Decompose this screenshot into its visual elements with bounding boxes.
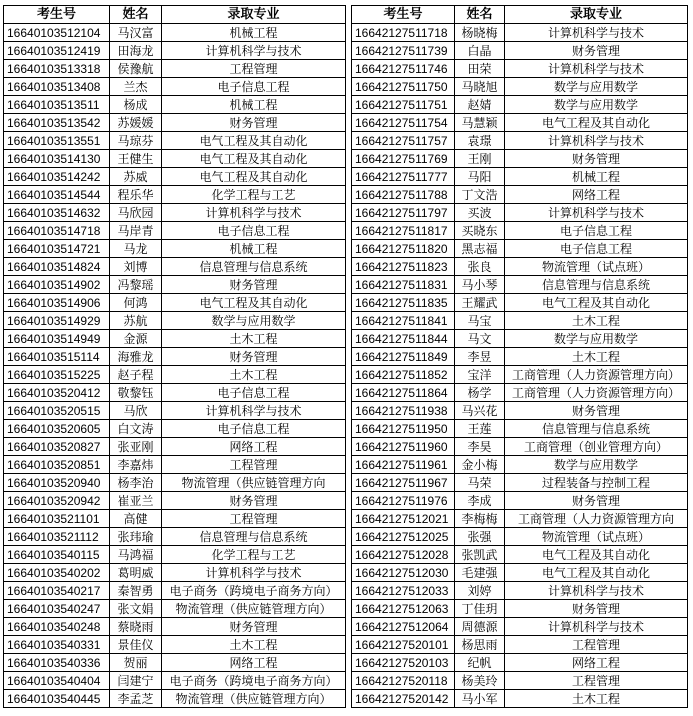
student-name-left: 马汉富: [110, 24, 162, 42]
student-id-right: 16642127511841: [352, 312, 455, 330]
student-id-left: 16640103540404: [4, 672, 110, 690]
student-name-left: 白文涛: [110, 420, 162, 438]
student-id-left: 16640103514718: [4, 222, 110, 240]
student-id-left: 16640103514906: [4, 294, 110, 312]
student-id-left: 16640103514632: [4, 204, 110, 222]
admitted-major-right: 土木工程: [505, 690, 688, 708]
student-name-right: 马宝: [455, 312, 505, 330]
student-name-left: 赵子程: [110, 366, 162, 384]
student-name-left: 马欣园: [110, 204, 162, 222]
student-id-right: 16642127511820: [352, 240, 455, 258]
admitted-major-left: 计算机科学与技术: [162, 42, 346, 60]
table-row: [4, 294, 688, 312]
admitted-major-left: 土木工程: [162, 636, 346, 654]
table-row: [4, 168, 688, 186]
student-id-left: 16640103520412: [4, 384, 110, 402]
student-id-left: 16640103521101: [4, 510, 110, 528]
table-row: [4, 438, 688, 456]
student-id-left: 16640103540202: [4, 564, 110, 582]
admitted-major-left: 电子信息工程: [162, 420, 346, 438]
table-row: [4, 528, 688, 546]
student-name-right: 王耀武: [455, 294, 505, 312]
admitted-major-left: 计算机科学与技术: [162, 402, 346, 420]
student-id-left: 16640103513551: [4, 132, 110, 150]
table-row: [4, 312, 688, 330]
admitted-major-right: 工商管理（人力资源管理方向）: [505, 384, 688, 402]
table-row: [4, 582, 688, 600]
admitted-major-right: 数学与应用数学: [505, 330, 688, 348]
student-id-left: 16640103520605: [4, 420, 110, 438]
student-id-left: 16640103514824: [4, 258, 110, 276]
admitted-major-right: 财务管理: [505, 492, 688, 510]
student-name-right: 张良: [455, 258, 505, 276]
student-id-left: 16640103540248: [4, 618, 110, 636]
student-name-left: 苏媛媛: [110, 114, 162, 132]
student-name-right: 赵婧: [455, 96, 505, 114]
student-id-left: 16640103520515: [4, 402, 110, 420]
admitted-major-left: 电气工程及其自动化: [162, 132, 346, 150]
admitted-major-right: 工商管理（创业管理方向）: [505, 438, 688, 456]
admitted-major-right: 财务管理: [505, 42, 688, 60]
student-name-right: 杨学: [455, 384, 505, 402]
student-name-left: 金源: [110, 330, 162, 348]
student-name-right: 杨思雨: [455, 636, 505, 654]
student-id-right: 16642127511769: [352, 150, 455, 168]
admitted-major-right: 电子信息工程: [505, 222, 688, 240]
student-name-left: 秦智勇: [110, 582, 162, 600]
header-major-left: 录取专业: [162, 6, 346, 24]
admitted-major-right: 计算机科学与技术: [505, 24, 688, 42]
student-name-left: 葛明威: [110, 564, 162, 582]
student-name-left: 张玮瑜: [110, 528, 162, 546]
admitted-major-right: 过程装备与控制工程: [505, 474, 688, 492]
admitted-major-left: 工程管理: [162, 456, 346, 474]
table-row: [4, 402, 688, 420]
admitted-major-left: 化学工程与工艺: [162, 186, 346, 204]
student-id-right: 16642127511718: [352, 24, 455, 42]
student-name-right: 丁文浩: [455, 186, 505, 204]
student-id-left: 16640103520942: [4, 492, 110, 510]
student-id-left: 16640103513542: [4, 114, 110, 132]
table-row: [4, 96, 688, 114]
admitted-major-right: 物流管理（试点班）: [505, 528, 688, 546]
table-row: [4, 366, 688, 384]
table-row: [4, 384, 688, 402]
student-id-left: 16640103514242: [4, 168, 110, 186]
admitted-major-left: 网络工程: [162, 654, 346, 672]
table-row: [4, 420, 688, 438]
student-name-right: 买波: [455, 204, 505, 222]
admitted-major-left: 化学工程与工艺: [162, 546, 346, 564]
student-name-left: 闫建宁: [110, 672, 162, 690]
table-row: [4, 618, 688, 636]
table-row: [4, 114, 688, 132]
student-id-right: 16642127520118: [352, 672, 455, 690]
admitted-major-left: 计算机科学与技术: [162, 204, 346, 222]
table-row: [4, 276, 688, 294]
student-name-left: 杨李治: [110, 474, 162, 492]
student-id-left: 16640103512104: [4, 24, 110, 42]
student-id-right: 16642127511849: [352, 348, 455, 366]
admitted-major-right: 财务管理: [505, 600, 688, 618]
student-name-left: 马岸青: [110, 222, 162, 240]
student-name-left: 高健: [110, 510, 162, 528]
student-name-left: 马龙: [110, 240, 162, 258]
table-row: [4, 510, 688, 528]
student-id-left: 16640103515225: [4, 366, 110, 384]
student-name-right: 马小琴: [455, 276, 505, 294]
student-id-right: 16642127511817: [352, 222, 455, 240]
student-name-right: 杨美玲: [455, 672, 505, 690]
table-row: [4, 42, 688, 60]
student-id-left: 16640103514544: [4, 186, 110, 204]
admitted-major-left: 电气工程及其自动化: [162, 168, 346, 186]
admitted-major-right: 信息管理与信息系统: [505, 420, 688, 438]
admitted-major-left: 网络工程: [162, 438, 346, 456]
student-name-left: 侯豫航: [110, 60, 162, 78]
admitted-major-right: 网络工程: [505, 186, 688, 204]
table-row: [4, 654, 688, 672]
student-name-right: 马荣: [455, 474, 505, 492]
student-id-right: 16642127512030: [352, 564, 455, 582]
student-name-right: 王刚: [455, 150, 505, 168]
table-row: [4, 132, 688, 150]
student-name-left: 刘博: [110, 258, 162, 276]
admitted-major-left: 电气工程及其自动化: [162, 150, 346, 168]
admitted-major-right: 电气工程及其自动化: [505, 114, 688, 132]
student-name-right: 纪帆: [455, 654, 505, 672]
admitted-major-left: 工程管理: [162, 60, 346, 78]
student-name-left: 李嘉炜: [110, 456, 162, 474]
student-id-left: 16640103513511: [4, 96, 110, 114]
student-name-left: 张文娟: [110, 600, 162, 618]
student-name-right: 李梅梅: [455, 510, 505, 528]
student-id-left: 16640103514949: [4, 330, 110, 348]
student-name-right: 杨晓梅: [455, 24, 505, 42]
student-name-left: 马鸿福: [110, 546, 162, 564]
admitted-major-right: 电气工程及其自动化: [505, 564, 688, 582]
admitted-major-left: 机械工程: [162, 240, 346, 258]
table-row: [4, 204, 688, 222]
table-row: [4, 24, 688, 42]
admitted-major-left: 电子信息工程: [162, 222, 346, 240]
student-id-right: 16642127512025: [352, 528, 455, 546]
admitted-major-right: 财务管理: [505, 402, 688, 420]
admitted-major-left: 工程管理: [162, 510, 346, 528]
table-row: [4, 348, 688, 366]
student-name-left: 苏威: [110, 168, 162, 186]
admitted-major-left: 数学与应用数学: [162, 312, 346, 330]
student-id-right: 16642127511754: [352, 114, 455, 132]
student-id-right: 16642127511750: [352, 78, 455, 96]
student-name-left: 崔亚兰: [110, 492, 162, 510]
admitted-major-left: 计算机科学与技术: [162, 564, 346, 582]
student-id-right: 16642127511967: [352, 474, 455, 492]
table-row: [4, 564, 688, 582]
admitted-major-right: 计算机科学与技术: [505, 132, 688, 150]
student-id-left: 16640103540331: [4, 636, 110, 654]
student-name-right: 毛建强: [455, 564, 505, 582]
admitted-major-right: 信息管理与信息系统: [505, 276, 688, 294]
header-major-right: 录取专业: [505, 6, 688, 24]
student-id-right: 16642127511788: [352, 186, 455, 204]
student-id-right: 16642127511823: [352, 258, 455, 276]
header-id-right: 考生号: [352, 6, 455, 24]
student-id-right: 16642127511739: [352, 42, 455, 60]
student-id-left: 16640103540445: [4, 690, 110, 708]
admitted-major-left: 物流管理（供应链管理方向）: [162, 600, 346, 618]
admitted-major-left: 土木工程: [162, 366, 346, 384]
student-id-left: 16640103514721: [4, 240, 110, 258]
student-name-right: 马兴花: [455, 402, 505, 420]
admitted-major-right: 工程管理: [505, 636, 688, 654]
student-id-right: 16642127511938: [352, 402, 455, 420]
student-name-left: 田海龙: [110, 42, 162, 60]
student-name-right: 李昱: [455, 348, 505, 366]
admitted-major-left: 电子信息工程: [162, 78, 346, 96]
student-name-left: 程乐华: [110, 186, 162, 204]
admitted-major-right: 计算机科学与技术: [505, 60, 688, 78]
table-row: [4, 60, 688, 78]
student-name-left: 李孟芝: [110, 690, 162, 708]
table-body: [4, 24, 688, 708]
student-name-left: 王健生: [110, 150, 162, 168]
student-name-right: 周德源: [455, 618, 505, 636]
header-name-left: 姓名: [110, 6, 162, 24]
admitted-major-right: 计算机科学与技术: [505, 618, 688, 636]
table-row: [4, 330, 688, 348]
student-id-left: 16640103540247: [4, 600, 110, 618]
admitted-major-right: 电子信息工程: [505, 240, 688, 258]
student-name-right: 李成: [455, 492, 505, 510]
admitted-major-right: 计算机科学与技术: [505, 582, 688, 600]
student-name-left: 张亚刚: [110, 438, 162, 456]
admitted-major-left: 电气工程及其自动化: [162, 294, 346, 312]
student-id-left: 16640103520827: [4, 438, 110, 456]
student-name-right: 马小军: [455, 690, 505, 708]
student-id-right: 16642127512064: [352, 618, 455, 636]
admitted-major-left: 财务管理: [162, 492, 346, 510]
student-name-left: 苏航: [110, 312, 162, 330]
admitted-major-right: 电气工程及其自动化: [505, 294, 688, 312]
student-id-left: 16640103540336: [4, 654, 110, 672]
student-id-left: 16640103512419: [4, 42, 110, 60]
table-row: [4, 222, 688, 240]
admitted-major-left: 物流管理（供应链管理方向: [162, 474, 346, 492]
student-id-right: 16642127511751: [352, 96, 455, 114]
admitted-major-right: 工程管理: [505, 672, 688, 690]
student-name-right: 马晓旭: [455, 78, 505, 96]
table-row: [4, 186, 688, 204]
table-row: [4, 672, 688, 690]
student-id-left: 16640103513408: [4, 78, 110, 96]
student-id-right: 16642127511777: [352, 168, 455, 186]
student-id-left: 16640103515114: [4, 348, 110, 366]
student-id-right: 16642127511852: [352, 366, 455, 384]
student-name-left: 贺丽: [110, 654, 162, 672]
header-row: [4, 6, 688, 24]
student-id-right: 16642127511797: [352, 204, 455, 222]
admitted-major-right: 工商管理（人力资源管理方向）: [505, 366, 688, 384]
student-name-left: 杨成: [110, 96, 162, 114]
student-id-left: 16640103540115: [4, 546, 110, 564]
student-name-left: 冯黎瑶: [110, 276, 162, 294]
student-id-right: 16642127511835: [352, 294, 455, 312]
admitted-major-right: 工商管理（人力资源管理方向: [505, 510, 688, 528]
admitted-major-right: 数学与应用数学: [505, 78, 688, 96]
table-row: [4, 546, 688, 564]
admitted-major-left: 财务管理: [162, 618, 346, 636]
student-name-right: 李昊: [455, 438, 505, 456]
student-name-left: 海雅龙: [110, 348, 162, 366]
header-name-right: 姓名: [455, 6, 505, 24]
student-name-right: 买晓东: [455, 222, 505, 240]
table-row: [4, 240, 688, 258]
admitted-major-right: 数学与应用数学: [505, 96, 688, 114]
student-name-right: 白晶: [455, 42, 505, 60]
admitted-major-right: 网络工程: [505, 654, 688, 672]
student-id-left: 16640103514902: [4, 276, 110, 294]
admitted-major-left: 电子商务（跨境电子商务方向）: [162, 582, 346, 600]
admitted-major-left: 信息管理与信息系统: [162, 528, 346, 546]
student-id-right: 16642127512028: [352, 546, 455, 564]
student-name-right: 袁璟: [455, 132, 505, 150]
student-name-right: 丁佳玥: [455, 600, 505, 618]
student-name-left: 兰杰: [110, 78, 162, 96]
student-id-right: 16642127511746: [352, 60, 455, 78]
student-name-right: 马阳: [455, 168, 505, 186]
student-id-left: 16640103520940: [4, 474, 110, 492]
student-id-right: 16642127511864: [352, 384, 455, 402]
student-id-right: 16642127512063: [352, 600, 455, 618]
admitted-major-left: 财务管理: [162, 348, 346, 366]
student-id-left: 16640103521112: [4, 528, 110, 546]
student-id-left: 16640103520851: [4, 456, 110, 474]
student-id-right: 16642127520101: [352, 636, 455, 654]
admitted-major-left: 土木工程: [162, 330, 346, 348]
student-id-right: 16642127511844: [352, 330, 455, 348]
table-row: [4, 474, 688, 492]
student-id-right: 16642127511950: [352, 420, 455, 438]
admitted-major-left: 财务管理: [162, 114, 346, 132]
student-id-left: 16640103514929: [4, 312, 110, 330]
student-id-left: 16640103513318: [4, 60, 110, 78]
admitted-major-right: 土木工程: [505, 312, 688, 330]
student-name-left: 马欣: [110, 402, 162, 420]
student-id-right: 16642127512033: [352, 582, 455, 600]
table-row: [4, 600, 688, 618]
student-name-left: 蔡晓雨: [110, 618, 162, 636]
student-id-right: 16642127520142: [352, 690, 455, 708]
student-name-right: 田荣: [455, 60, 505, 78]
admitted-major-left: 物流管理（供应链管理方向）: [162, 690, 346, 708]
student-name-left: 敬黎钰: [110, 384, 162, 402]
table-row: [4, 690, 688, 708]
admitted-major-right: 机械工程: [505, 168, 688, 186]
student-name-left: 何鸿: [110, 294, 162, 312]
table-row: [4, 492, 688, 510]
admission-list: [3, 5, 688, 708]
header-id-left: 考生号: [4, 6, 110, 24]
student-id-left: 16640103514130: [4, 150, 110, 168]
student-id-right: 16642127511960: [352, 438, 455, 456]
admitted-major-left: 财务管理: [162, 276, 346, 294]
table-row: [4, 636, 688, 654]
student-id-right: 16642127511757: [352, 132, 455, 150]
student-name-right: 黑志福: [455, 240, 505, 258]
table-row: [4, 150, 688, 168]
student-name-right: 马慧颖: [455, 114, 505, 132]
admitted-major-right: 财务管理: [505, 150, 688, 168]
admitted-major-left: 机械工程: [162, 96, 346, 114]
admitted-major-left: 机械工程: [162, 24, 346, 42]
student-name-left: 马琼芬: [110, 132, 162, 150]
admitted-major-right: 数学与应用数学: [505, 456, 688, 474]
admitted-major-right: 电气工程及其自动化: [505, 546, 688, 564]
student-id-right: 16642127511976: [352, 492, 455, 510]
admitted-major-right: 物流管理（试点班）: [505, 258, 688, 276]
student-name-right: 刘婷: [455, 582, 505, 600]
admitted-major-right: 土木工程: [505, 348, 688, 366]
table-row: [4, 258, 688, 276]
student-name-right: 王莲: [455, 420, 505, 438]
student-name-right: 金小梅: [455, 456, 505, 474]
student-id-left: 16640103540217: [4, 582, 110, 600]
student-name-right: 马文: [455, 330, 505, 348]
student-name-right: 宝洋: [455, 366, 505, 384]
student-id-right: 16642127512021: [352, 510, 455, 528]
table-row: [4, 78, 688, 96]
admitted-major-left: 电子商务（跨境电子商务方向）: [162, 672, 346, 690]
admitted-major-right: 计算机科学与技术: [505, 204, 688, 222]
student-name-left: 景佳仪: [110, 636, 162, 654]
student-id-right: 16642127511831: [352, 276, 455, 294]
student-id-right: 16642127520103: [352, 654, 455, 672]
table-row: [4, 456, 688, 474]
student-name-right: 张强: [455, 528, 505, 546]
student-id-right: 16642127511961: [352, 456, 455, 474]
admission-table: [3, 5, 688, 708]
admitted-major-left: 信息管理与信息系统: [162, 258, 346, 276]
student-name-right: 张凯武: [455, 546, 505, 564]
admitted-major-left: 电子信息工程: [162, 384, 346, 402]
